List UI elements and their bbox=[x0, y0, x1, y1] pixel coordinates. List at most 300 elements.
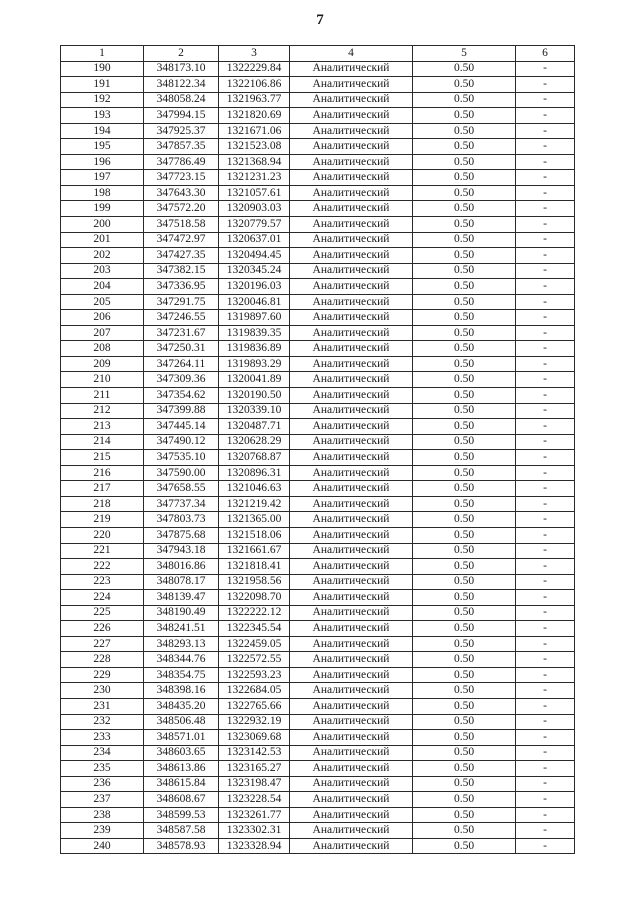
note-cell: - bbox=[516, 61, 575, 77]
accuracy-cell: 0.50 bbox=[413, 481, 516, 497]
point-number-cell: 229 bbox=[61, 667, 144, 683]
note-cell: - bbox=[516, 496, 575, 512]
table-row bbox=[61, 574, 575, 590]
x-coordinate-cell: 347518.58 bbox=[144, 217, 219, 233]
method-cell: Аналитический bbox=[290, 388, 413, 404]
table-row bbox=[61, 527, 575, 543]
x-coordinate-cell: 347382.15 bbox=[144, 263, 219, 279]
method-cell: Аналитический bbox=[290, 403, 413, 419]
table-row bbox=[61, 745, 575, 761]
accuracy-cell: 0.50 bbox=[413, 792, 516, 808]
coordinates-table bbox=[60, 45, 575, 854]
x-coordinate-cell: 348608.67 bbox=[144, 792, 219, 808]
method-cell: Аналитический bbox=[290, 761, 413, 777]
x-coordinate-cell: 348122.34 bbox=[144, 77, 219, 93]
point-number-cell: 235 bbox=[61, 761, 144, 777]
y-coordinate-cell: 1323069.68 bbox=[219, 730, 290, 746]
method-cell: Аналитический bbox=[290, 123, 413, 139]
table-row bbox=[61, 356, 575, 372]
table-row bbox=[61, 636, 575, 652]
x-coordinate-cell: 348354.75 bbox=[144, 667, 219, 683]
point-number-cell: 208 bbox=[61, 341, 144, 357]
table-body bbox=[61, 61, 575, 854]
table-row bbox=[61, 512, 575, 528]
note-cell: - bbox=[516, 450, 575, 466]
x-coordinate-cell: 347427.35 bbox=[144, 248, 219, 264]
point-number-cell: 240 bbox=[61, 838, 144, 854]
method-cell: Аналитический bbox=[290, 512, 413, 528]
accuracy-cell: 0.50 bbox=[413, 388, 516, 404]
point-number-cell: 226 bbox=[61, 621, 144, 637]
note-cell: - bbox=[516, 590, 575, 606]
method-cell: Аналитический bbox=[290, 139, 413, 155]
table-row bbox=[61, 776, 575, 792]
y-coordinate-cell: 1319836.89 bbox=[219, 341, 290, 357]
note-cell: - bbox=[516, 232, 575, 248]
method-cell: Аналитический bbox=[290, 465, 413, 481]
note-cell: - bbox=[516, 248, 575, 264]
note-cell: - bbox=[516, 356, 575, 372]
column-header-6: 6 bbox=[516, 46, 575, 62]
column-header-1: 1 bbox=[61, 46, 144, 62]
note-cell: - bbox=[516, 419, 575, 435]
method-cell: Аналитический bbox=[290, 792, 413, 808]
point-number-cell: 217 bbox=[61, 481, 144, 497]
note-cell: - bbox=[516, 310, 575, 326]
method-cell: Аналитический bbox=[290, 667, 413, 683]
table-header-row bbox=[61, 46, 575, 62]
point-number-cell: 228 bbox=[61, 652, 144, 668]
table-row bbox=[61, 481, 575, 497]
column-header-5: 5 bbox=[413, 46, 516, 62]
table-row bbox=[61, 388, 575, 404]
y-coordinate-cell: 1320779.57 bbox=[219, 217, 290, 233]
point-number-cell: 227 bbox=[61, 636, 144, 652]
x-coordinate-cell: 347291.75 bbox=[144, 294, 219, 310]
x-coordinate-cell: 348058.24 bbox=[144, 92, 219, 108]
note-cell: - bbox=[516, 372, 575, 388]
table-row bbox=[61, 559, 575, 575]
note-cell: - bbox=[516, 403, 575, 419]
table-row bbox=[61, 496, 575, 512]
y-coordinate-cell: 1322222.12 bbox=[219, 605, 290, 621]
method-cell: Аналитический bbox=[290, 279, 413, 295]
point-number-cell: 198 bbox=[61, 185, 144, 201]
table-row bbox=[61, 621, 575, 637]
table-row bbox=[61, 419, 575, 435]
accuracy-cell: 0.50 bbox=[413, 341, 516, 357]
method-cell: Аналитический bbox=[290, 372, 413, 388]
point-number-cell: 197 bbox=[61, 170, 144, 186]
note-cell: - bbox=[516, 341, 575, 357]
accuracy-cell: 0.50 bbox=[413, 652, 516, 668]
x-coordinate-cell: 348578.93 bbox=[144, 838, 219, 854]
table-row bbox=[61, 792, 575, 808]
accuracy-cell: 0.50 bbox=[413, 776, 516, 792]
accuracy-cell: 0.50 bbox=[413, 621, 516, 637]
y-coordinate-cell: 1321368.94 bbox=[219, 154, 290, 170]
table-row bbox=[61, 248, 575, 264]
accuracy-cell: 0.50 bbox=[413, 574, 516, 590]
point-number-cell: 238 bbox=[61, 807, 144, 823]
x-coordinate-cell: 347925.37 bbox=[144, 123, 219, 139]
x-coordinate-cell: 347264.11 bbox=[144, 356, 219, 372]
accuracy-cell: 0.50 bbox=[413, 636, 516, 652]
point-number-cell: 194 bbox=[61, 123, 144, 139]
accuracy-cell: 0.50 bbox=[413, 559, 516, 575]
y-coordinate-cell: 1321671.06 bbox=[219, 123, 290, 139]
point-number-cell: 223 bbox=[61, 574, 144, 590]
y-coordinate-cell: 1322459.05 bbox=[219, 636, 290, 652]
x-coordinate-cell: 348241.51 bbox=[144, 621, 219, 637]
y-coordinate-cell: 1320896.31 bbox=[219, 465, 290, 481]
x-coordinate-cell: 348615.84 bbox=[144, 776, 219, 792]
note-cell: - bbox=[516, 730, 575, 746]
table-row bbox=[61, 730, 575, 746]
method-cell: Аналитический bbox=[290, 776, 413, 792]
point-number-cell: 222 bbox=[61, 559, 144, 575]
accuracy-cell: 0.50 bbox=[413, 807, 516, 823]
method-cell: Аналитический bbox=[290, 356, 413, 372]
method-cell: Аналитический bbox=[290, 714, 413, 730]
y-coordinate-cell: 1322572.55 bbox=[219, 652, 290, 668]
accuracy-cell: 0.50 bbox=[413, 92, 516, 108]
y-coordinate-cell: 1320046.81 bbox=[219, 294, 290, 310]
method-cell: Аналитический bbox=[290, 170, 413, 186]
accuracy-cell: 0.50 bbox=[413, 201, 516, 217]
accuracy-cell: 0.50 bbox=[413, 823, 516, 839]
table-row bbox=[61, 61, 575, 77]
point-number-cell: 230 bbox=[61, 683, 144, 699]
point-number-cell: 202 bbox=[61, 248, 144, 264]
point-number-cell: 231 bbox=[61, 698, 144, 714]
point-number-cell: 214 bbox=[61, 434, 144, 450]
accuracy-cell: 0.50 bbox=[413, 139, 516, 155]
x-coordinate-cell: 347994.15 bbox=[144, 108, 219, 124]
accuracy-cell: 0.50 bbox=[413, 217, 516, 233]
note-cell: - bbox=[516, 263, 575, 279]
table-row bbox=[61, 605, 575, 621]
accuracy-cell: 0.50 bbox=[413, 465, 516, 481]
note-cell: - bbox=[516, 325, 575, 341]
point-number-cell: 192 bbox=[61, 92, 144, 108]
x-coordinate-cell: 347803.73 bbox=[144, 512, 219, 528]
method-cell: Аналитический bbox=[290, 527, 413, 543]
note-cell: - bbox=[516, 776, 575, 792]
x-coordinate-cell: 347250.31 bbox=[144, 341, 219, 357]
note-cell: - bbox=[516, 481, 575, 497]
point-number-cell: 221 bbox=[61, 543, 144, 559]
note-cell: - bbox=[516, 123, 575, 139]
accuracy-cell: 0.50 bbox=[413, 698, 516, 714]
point-number-cell: 193 bbox=[61, 108, 144, 124]
table-row bbox=[61, 279, 575, 295]
table-row bbox=[61, 465, 575, 481]
y-coordinate-cell: 1322106.86 bbox=[219, 77, 290, 93]
accuracy-cell: 0.50 bbox=[413, 325, 516, 341]
y-coordinate-cell: 1323198.47 bbox=[219, 776, 290, 792]
table-row bbox=[61, 232, 575, 248]
point-number-cell: 232 bbox=[61, 714, 144, 730]
point-number-cell: 211 bbox=[61, 388, 144, 404]
note-cell: - bbox=[516, 434, 575, 450]
method-cell: Аналитический bbox=[290, 201, 413, 217]
table-row bbox=[61, 185, 575, 201]
table-row bbox=[61, 450, 575, 466]
x-coordinate-cell: 347943.18 bbox=[144, 543, 219, 559]
x-coordinate-cell: 347399.88 bbox=[144, 403, 219, 419]
y-coordinate-cell: 1320196.03 bbox=[219, 279, 290, 295]
method-cell: Аналитический bbox=[290, 341, 413, 357]
accuracy-cell: 0.50 bbox=[413, 527, 516, 543]
y-coordinate-cell: 1321963.77 bbox=[219, 92, 290, 108]
point-number-cell: 206 bbox=[61, 310, 144, 326]
note-cell: - bbox=[516, 527, 575, 543]
point-number-cell: 233 bbox=[61, 730, 144, 746]
accuracy-cell: 0.50 bbox=[413, 605, 516, 621]
point-number-cell: 218 bbox=[61, 496, 144, 512]
method-cell: Аналитический bbox=[290, 77, 413, 93]
note-cell: - bbox=[516, 139, 575, 155]
x-coordinate-cell: 348139.47 bbox=[144, 590, 219, 606]
table-row bbox=[61, 325, 575, 341]
note-cell: - bbox=[516, 154, 575, 170]
column-header-3: 3 bbox=[219, 46, 290, 62]
method-cell: Аналитический bbox=[290, 683, 413, 699]
point-number-cell: 204 bbox=[61, 279, 144, 295]
y-coordinate-cell: 1320345.24 bbox=[219, 263, 290, 279]
y-coordinate-cell: 1323328.94 bbox=[219, 838, 290, 854]
x-coordinate-cell: 347535.10 bbox=[144, 450, 219, 466]
accuracy-cell: 0.50 bbox=[413, 667, 516, 683]
y-coordinate-cell: 1321046.63 bbox=[219, 481, 290, 497]
y-coordinate-cell: 1320041.89 bbox=[219, 372, 290, 388]
table-row bbox=[61, 698, 575, 714]
method-cell: Аналитический bbox=[290, 636, 413, 652]
y-coordinate-cell: 1321820.69 bbox=[219, 108, 290, 124]
accuracy-cell: 0.50 bbox=[413, 543, 516, 559]
accuracy-cell: 0.50 bbox=[413, 450, 516, 466]
table-row bbox=[61, 139, 575, 155]
note-cell: - bbox=[516, 465, 575, 481]
method-cell: Аналитический bbox=[290, 543, 413, 559]
method-cell: Аналитический bbox=[290, 450, 413, 466]
y-coordinate-cell: 1320494.45 bbox=[219, 248, 290, 264]
y-coordinate-cell: 1320339.10 bbox=[219, 403, 290, 419]
method-cell: Аналитический bbox=[290, 154, 413, 170]
table-row bbox=[61, 434, 575, 450]
x-coordinate-cell: 347590.00 bbox=[144, 465, 219, 481]
method-cell: Аналитический bbox=[290, 185, 413, 201]
y-coordinate-cell: 1322765.66 bbox=[219, 698, 290, 714]
y-coordinate-cell: 1321057.61 bbox=[219, 185, 290, 201]
accuracy-cell: 0.50 bbox=[413, 356, 516, 372]
accuracy-cell: 0.50 bbox=[413, 61, 516, 77]
note-cell: - bbox=[516, 77, 575, 93]
point-number-cell: 234 bbox=[61, 745, 144, 761]
note-cell: - bbox=[516, 761, 575, 777]
x-coordinate-cell: 347737.34 bbox=[144, 496, 219, 512]
note-cell: - bbox=[516, 559, 575, 575]
table-row bbox=[61, 341, 575, 357]
note-cell: - bbox=[516, 792, 575, 808]
method-cell: Аналитический bbox=[290, 248, 413, 264]
table-row bbox=[61, 108, 575, 124]
x-coordinate-cell: 347472.97 bbox=[144, 232, 219, 248]
table-row bbox=[61, 823, 575, 839]
x-coordinate-cell: 347445.14 bbox=[144, 419, 219, 435]
x-coordinate-cell: 347490.12 bbox=[144, 434, 219, 450]
accuracy-cell: 0.50 bbox=[413, 419, 516, 435]
table-row bbox=[61, 590, 575, 606]
y-coordinate-cell: 1321661.67 bbox=[219, 543, 290, 559]
method-cell: Аналитический bbox=[290, 217, 413, 233]
method-cell: Аналитический bbox=[290, 434, 413, 450]
point-number-cell: 215 bbox=[61, 450, 144, 466]
point-number-cell: 190 bbox=[61, 61, 144, 77]
table-row bbox=[61, 170, 575, 186]
y-coordinate-cell: 1323165.27 bbox=[219, 761, 290, 777]
accuracy-cell: 0.50 bbox=[413, 683, 516, 699]
note-cell: - bbox=[516, 652, 575, 668]
method-cell: Аналитический bbox=[290, 559, 413, 575]
table-row bbox=[61, 838, 575, 854]
x-coordinate-cell: 348613.86 bbox=[144, 761, 219, 777]
y-coordinate-cell: 1319839.35 bbox=[219, 325, 290, 341]
y-coordinate-cell: 1321231.23 bbox=[219, 170, 290, 186]
y-coordinate-cell: 1321818.41 bbox=[219, 559, 290, 575]
x-coordinate-cell: 347572.20 bbox=[144, 201, 219, 217]
method-cell: Аналитический bbox=[290, 61, 413, 77]
column-header-4: 4 bbox=[290, 46, 413, 62]
note-cell: - bbox=[516, 698, 575, 714]
table-row bbox=[61, 761, 575, 777]
x-coordinate-cell: 348016.86 bbox=[144, 559, 219, 575]
y-coordinate-cell: 1323302.31 bbox=[219, 823, 290, 839]
accuracy-cell: 0.50 bbox=[413, 77, 516, 93]
note-cell: - bbox=[516, 807, 575, 823]
point-number-cell: 237 bbox=[61, 792, 144, 808]
x-coordinate-cell: 347723.15 bbox=[144, 170, 219, 186]
note-cell: - bbox=[516, 683, 575, 699]
point-number-cell: 205 bbox=[61, 294, 144, 310]
y-coordinate-cell: 1320637.01 bbox=[219, 232, 290, 248]
table-row bbox=[61, 217, 575, 233]
x-coordinate-cell: 347336.95 bbox=[144, 279, 219, 295]
point-number-cell: 209 bbox=[61, 356, 144, 372]
y-coordinate-cell: 1323228.54 bbox=[219, 792, 290, 808]
y-coordinate-cell: 1322345.54 bbox=[219, 621, 290, 637]
y-coordinate-cell: 1321365.00 bbox=[219, 512, 290, 528]
note-cell: - bbox=[516, 108, 575, 124]
point-number-cell: 201 bbox=[61, 232, 144, 248]
accuracy-cell: 0.50 bbox=[413, 123, 516, 139]
point-number-cell: 236 bbox=[61, 776, 144, 792]
accuracy-cell: 0.50 bbox=[413, 730, 516, 746]
point-number-cell: 200 bbox=[61, 217, 144, 233]
method-cell: Аналитический bbox=[290, 108, 413, 124]
method-cell: Аналитический bbox=[290, 590, 413, 606]
point-number-cell: 220 bbox=[61, 527, 144, 543]
table-row bbox=[61, 667, 575, 683]
x-coordinate-cell: 347643.30 bbox=[144, 185, 219, 201]
y-coordinate-cell: 1320190.50 bbox=[219, 388, 290, 404]
accuracy-cell: 0.50 bbox=[413, 714, 516, 730]
note-cell: - bbox=[516, 574, 575, 590]
point-number-cell: 224 bbox=[61, 590, 144, 606]
x-coordinate-cell: 347231.67 bbox=[144, 325, 219, 341]
point-number-cell: 199 bbox=[61, 201, 144, 217]
point-number-cell: 219 bbox=[61, 512, 144, 528]
note-cell: - bbox=[516, 667, 575, 683]
method-cell: Аналитический bbox=[290, 807, 413, 823]
accuracy-cell: 0.50 bbox=[413, 185, 516, 201]
y-coordinate-cell: 1322593.23 bbox=[219, 667, 290, 683]
accuracy-cell: 0.50 bbox=[413, 170, 516, 186]
accuracy-cell: 0.50 bbox=[413, 372, 516, 388]
note-cell: - bbox=[516, 621, 575, 637]
note-cell: - bbox=[516, 201, 575, 217]
point-number-cell: 239 bbox=[61, 823, 144, 839]
point-number-cell: 212 bbox=[61, 403, 144, 419]
accuracy-cell: 0.50 bbox=[413, 590, 516, 606]
y-coordinate-cell: 1321518.06 bbox=[219, 527, 290, 543]
table-row bbox=[61, 807, 575, 823]
note-cell: - bbox=[516, 217, 575, 233]
method-cell: Аналитический bbox=[290, 574, 413, 590]
method-cell: Аналитический bbox=[290, 621, 413, 637]
x-coordinate-cell: 348173.10 bbox=[144, 61, 219, 77]
y-coordinate-cell: 1320487.71 bbox=[219, 419, 290, 435]
x-coordinate-cell: 347354.62 bbox=[144, 388, 219, 404]
x-coordinate-cell: 348344.76 bbox=[144, 652, 219, 668]
note-cell: - bbox=[516, 185, 575, 201]
y-coordinate-cell: 1319893.29 bbox=[219, 356, 290, 372]
accuracy-cell: 0.50 bbox=[413, 434, 516, 450]
table-row bbox=[61, 714, 575, 730]
table-row bbox=[61, 543, 575, 559]
accuracy-cell: 0.50 bbox=[413, 403, 516, 419]
note-cell: - bbox=[516, 294, 575, 310]
x-coordinate-cell: 347857.35 bbox=[144, 139, 219, 155]
x-coordinate-cell: 348078.17 bbox=[144, 574, 219, 590]
table-row bbox=[61, 263, 575, 279]
y-coordinate-cell: 1320903.03 bbox=[219, 201, 290, 217]
method-cell: Аналитический bbox=[290, 745, 413, 761]
method-cell: Аналитический bbox=[290, 325, 413, 341]
x-coordinate-cell: 348571.01 bbox=[144, 730, 219, 746]
y-coordinate-cell: 1321219.42 bbox=[219, 496, 290, 512]
method-cell: Аналитический bbox=[290, 92, 413, 108]
note-cell: - bbox=[516, 605, 575, 621]
x-coordinate-cell: 348293.13 bbox=[144, 636, 219, 652]
x-coordinate-cell: 348398.16 bbox=[144, 683, 219, 699]
x-coordinate-cell: 347246.55 bbox=[144, 310, 219, 326]
y-coordinate-cell: 1322684.05 bbox=[219, 683, 290, 699]
table-row bbox=[61, 372, 575, 388]
note-cell: - bbox=[516, 823, 575, 839]
method-cell: Аналитический bbox=[290, 419, 413, 435]
table-row bbox=[61, 77, 575, 93]
table-row bbox=[61, 154, 575, 170]
accuracy-cell: 0.50 bbox=[413, 838, 516, 854]
accuracy-cell: 0.50 bbox=[413, 279, 516, 295]
note-cell: - bbox=[516, 512, 575, 528]
y-coordinate-cell: 1321958.56 bbox=[219, 574, 290, 590]
y-coordinate-cell: 1323261.77 bbox=[219, 807, 290, 823]
accuracy-cell: 0.50 bbox=[413, 761, 516, 777]
point-number-cell: 210 bbox=[61, 372, 144, 388]
